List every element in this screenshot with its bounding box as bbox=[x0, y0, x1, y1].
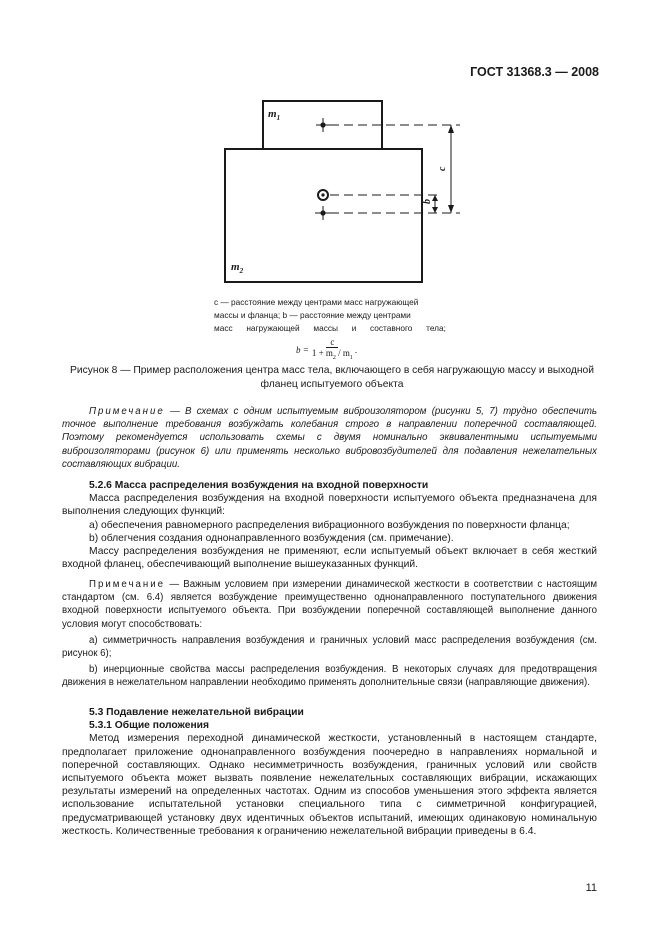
document-header: ГОСТ 31368.3 — 2008 bbox=[470, 65, 599, 79]
section-5-2-6: 5.2.6 Масса распределения возбуждения на входной поверхности Масса распределения возбуждения на входной поверхности испытуемого объекта предназначена для выполнения следующих функций: а) обеспечения равномерного распределения вибрационного возбуждения по поверхности фланца; b) облегчения создания однонаправленного возбуждения (см. примечание). Массу распределения возбуждения не применяют, если испытуемый объект включает в себя жесткий входной фланец, обеспечивающий выполнение вышеуказанных функций. bbox=[62, 480, 597, 571]
note-2: Примечание — Важным условием при измерении динамической жесткости в соответствии с настоящим стандартом (см. 6.4) является возбуждение преимущественно однонаправленного поступательного движения входной поверхности испытуемого объекта. При возбуждении поперечной составляющей выполнение данного условия могут способствовать: а) симметричность направления возбуждения и граничных условий масс распределения возбуждения (см. рисунок 6); b) инерционные свойства массы распределения возбуждения. В некоторых случаях для предотвращения движения в нежелательном направлении необходимо применять дополнительные связи (направляющие движения). bbox=[62, 579, 597, 689]
figure-caption: Рисунок 8 — Пример расположения центра масс тела, включающего в себя нагружающую массу и выходной фланец испытуемого объекта bbox=[69, 365, 595, 390]
legend-line-3: масс нагружающей массы и составного тела; bbox=[214, 323, 446, 333]
figure-8-diagram bbox=[0, 0, 661, 300]
legend-line-1: c — расстояние между центрами масс нагружающей bbox=[214, 297, 419, 307]
label-m1: $m_1$ bbox=[268, 108, 281, 122]
label-b: b bbox=[422, 199, 433, 204]
section-heading: 5.2.6 Масса распределения возбуждения на входной поверхности bbox=[89, 480, 429, 491]
section-5-3: 5.3 Подавление нежелательной вибрации 5.3.1 Общие положения Метод измерения переходной динамической жесткости, установленный в настоящем стандарте, предполагает приложение однонаправленного возбуждения поочередно в направлениях нормальной и поперечной составляющих. Однако несимметричность возбуждения, граничных условий или свойств испытуемого объекта может вызвать появление нежелательных составляющих вибрации, искажающих результаты измерений на определенных частотах. Одним из способов уменьшения этого эффекта является использование испытательной установки специального типа с симметричной конфигурацией, предусматривающей установку двух идентичных объектов испытаний, имеющих одинаковую номинальную жесткость. Количественные требования к ограничению нежелательной вибрации приведены в 6.4. bbox=[62, 707, 597, 837]
label-c: c bbox=[437, 166, 448, 171]
legend-line-2: массы и фланца; b — расстояние между центрами bbox=[214, 310, 411, 320]
page-number: 11 bbox=[585, 882, 597, 894]
note-1: Примечание — В схемах с одним испытуемым виброизолятором (рисунки 5, 7) трудно обеспечить точное выполнение требования возбуждать колебания строго в направлении поперечной составляющей. Поэтому рекомендуется использовать схемы с двумя номинально эквивалентными испытуемыми виброизоляторами (рисунок 6) или применять несколько вибровозбудителей для подавления нежелательных составляющих вибрации. bbox=[62, 406, 597, 470]
label-m2: $m_2$ bbox=[231, 261, 244, 275]
section-heading: 5.3 Подавление нежелательной вибрации bbox=[89, 707, 304, 718]
legend-formula: b = $\frac{c}{1 + m_2 / m_1}$ . bbox=[296, 337, 358, 361]
subsection-heading: 5.3.1 Общие положения bbox=[89, 720, 209, 732]
